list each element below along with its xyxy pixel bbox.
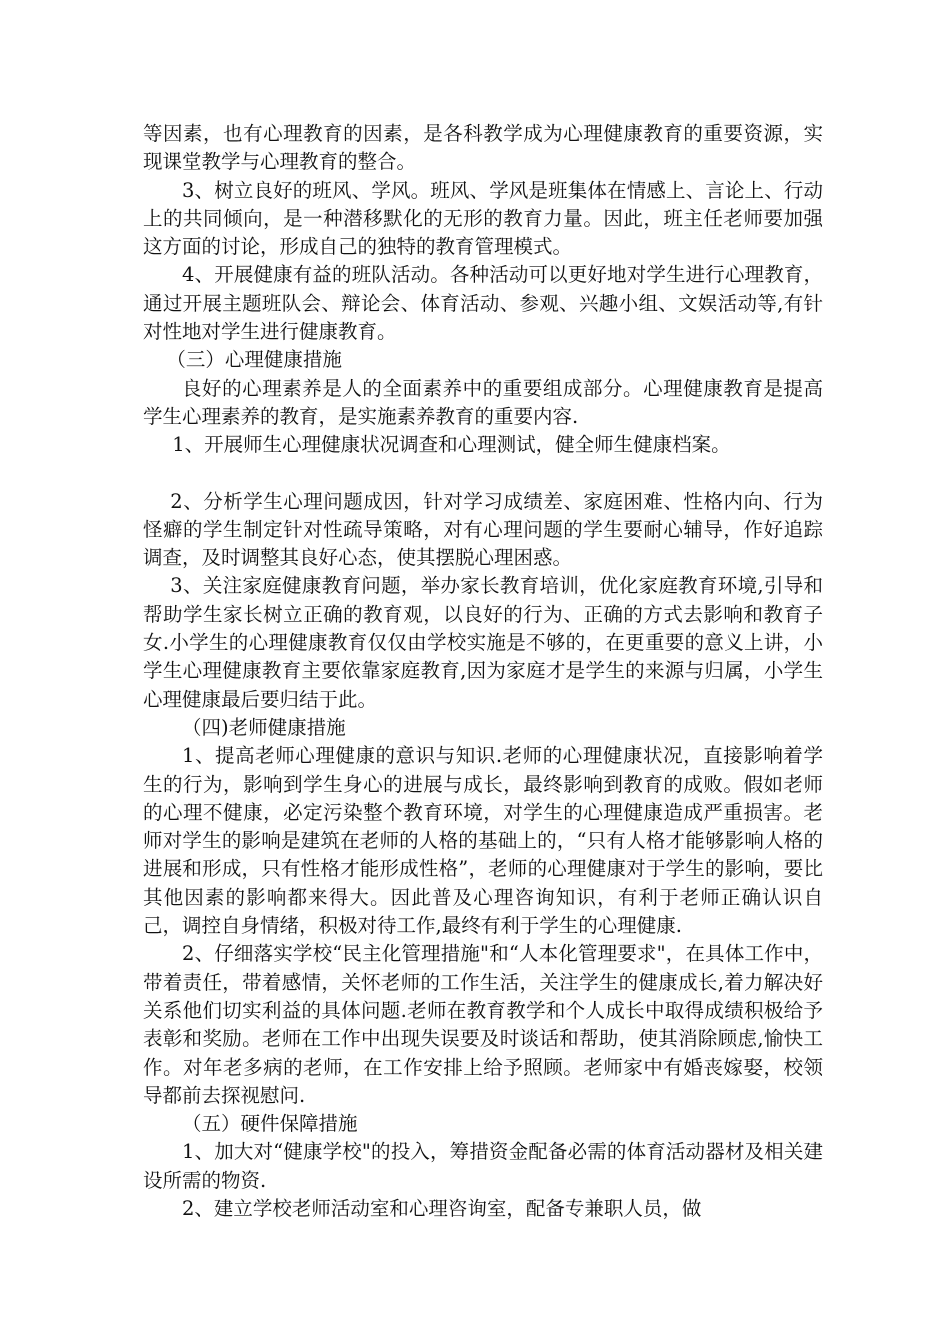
paragraph-item-3-family-education: 3、关注家庭健康教育问题，举办家长教育培训，优化家庭教育环境,引导和帮助学生家长树立正确的教育观，以良好的行为、正确的方式去影响和教育子女.小学生的心理健康教育仅仅由学校实施是不够的，在更重要的意义上讲，小学生心理健康教育主要依靠家庭教育,因为家庭才是学生的来源与归属，小学生心理健康最后要归结于此。	[143, 574, 823, 711]
paragraph-item-2-analysis: 2、分析学生心理问题成因，针对学习成绩差、家庭困难、性格内向、行为怪癖的学生制定针对性疏导策略，对有心理问题的学生要耐心辅导，作好追踪调查，及时调整其良好心态，使其摆脱心理困惑。	[143, 489, 823, 570]
document-body	[143, 120, 823, 1223]
paragraph-item-3-class-style: 3、树立良好的班风、学风。班风、学风是班集体在情感上、言论上、行动上的共同倾向，是一种潜移默化的无形的教育力量。因此，班主任老师要加强这方面的讨论，形成自己的独特的教育管理模式。	[143, 178, 823, 259]
section-heading-hardware: （五）硬件保障措施	[182, 1112, 358, 1136]
paragraph-teacher-item-1: 1、提高老师心理健康的意识与知识.老师的心理健康状况，直接影响着学生的行为，影响到学生身心的进展与成长，最终影响到教育的成败。假如老师的心理不健康，必定污染整个教育环境，对学生的心理健康造成严重损害。老师对学生的影响是建筑在老师的人格的基础上的，“只有人格才能够影响人格的进展和形成，只有性格才能形成性格”，老师的心理健康对于学生的影响，要比其他因素的影响都来得大。因此普及心理咨询知识，有利于老师正确认识自己，调控自身情绪，积极对待工作,最终有利于学生的心理健康.	[143, 744, 823, 938]
paragraph-teacher-item-2: 2、仔细落实学校“民主化管理措施"和“人本化管理要求"，在具体工作中，带着责任，带着感情，关怀老师的工作生活，关注学生的健康成长,着力解决好关系他们切实利益的具体问题.老师在教育教学和个人成长中取得成绩积极给予表彰和奖励。老师在工作中出现失误要及时谈话和帮助，使其消除顾虑,愉快工作。对年老多病的老师，在工作安排上给予照顾。老师家中有婚丧嫁娶，校领导都前去探视慰问.	[143, 942, 823, 1107]
paragraph-continued: 等因素，也有心理教育的因素，是各科教学成为心理健康教育的重要资源，实现课堂教学与心理教育的整合。	[143, 122, 823, 174]
paragraph-mental-health-intro: 良好的心理素养是人的全面素养中的重要组成部分。心理健康教育是提高学生心理素养的教育，是实施素养教育的重要内容.	[143, 376, 823, 428]
paragraph-hardware-item-2: 2、建立学校老师活动室和心理咨询室，配备专兼职人员，做	[182, 1196, 702, 1220]
paragraph-item-1-survey: 1、开展师生心理健康状况调查和心理测试，健全师生健康档案。	[172, 433, 731, 457]
paragraph-hardware-item-1: 1、加大对“健康学校"的投入，筹措资金配备必需的体育活动器材及相关建设所需的物资.	[143, 1140, 823, 1192]
section-heading-teacher-health: （四)老师健康措施	[182, 715, 346, 739]
paragraph-item-4-class-activities: 4、开展健康有益的班队活动。各种活动可以更好地对学生进行心理教育，通过开展主题班队会、辩论会、体育活动、参观、兴趣小组、文娱活动等,有针对性地对学生进行健康教育。	[143, 263, 823, 344]
section-heading-mental-health: （三）心理健康措施	[166, 348, 342, 372]
blank-line	[143, 460, 823, 488]
